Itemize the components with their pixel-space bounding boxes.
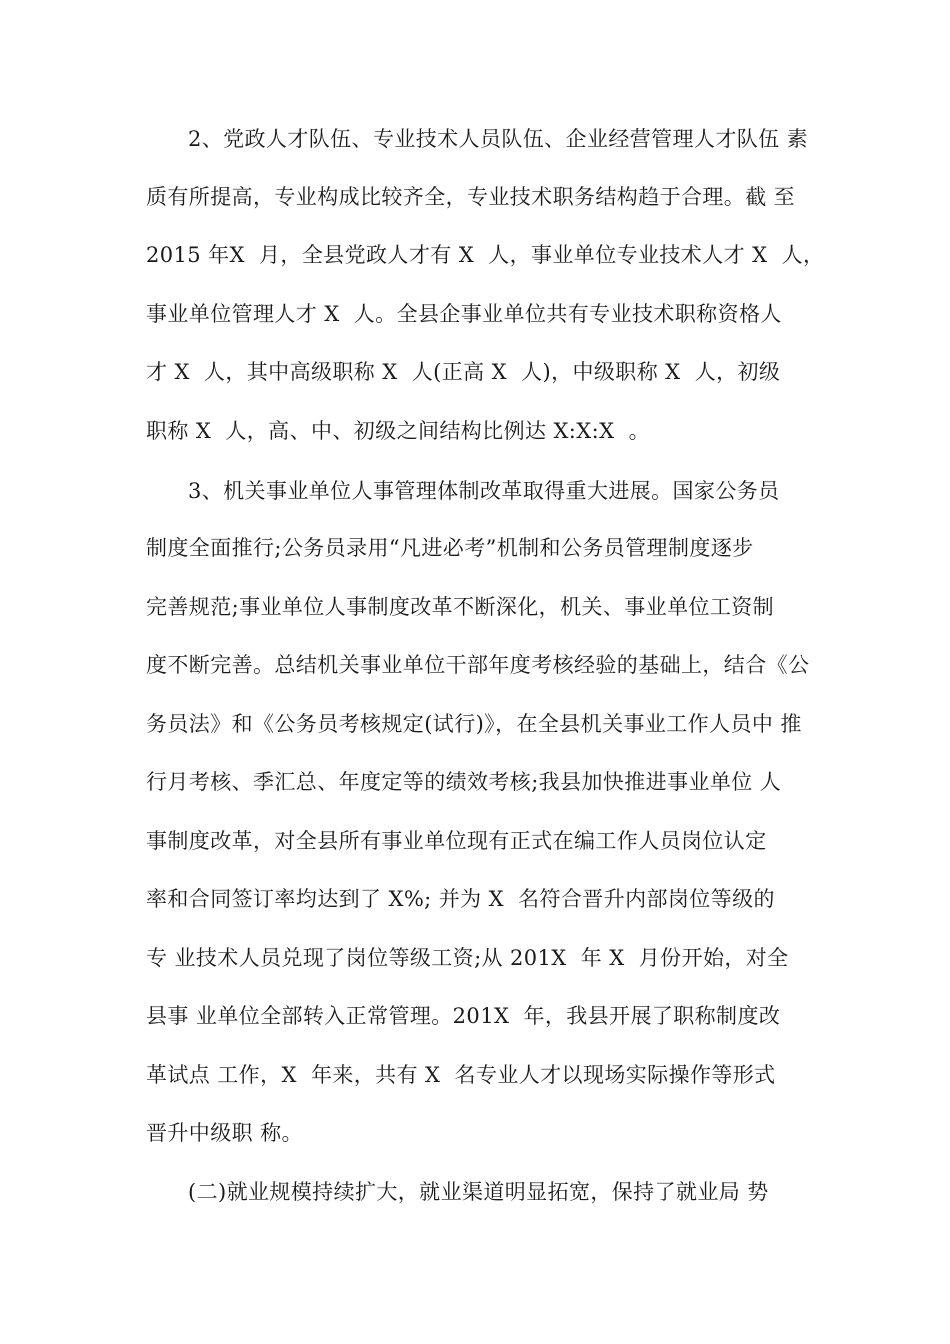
paragraph-3-line-3: 完善规范;事业单位人事制度改革不断深化，机关、事业单位工资制: [146, 595, 775, 619]
paragraph-3-line-11: 革试点 工作，X 年来，共有 X 名专业人才以现场实际操作等形式: [146, 1063, 776, 1087]
paragraph-2-line-1: 2、党政人才队伍、专业技术人员队伍、企业经营管理人才队伍 素: [188, 127, 809, 151]
paragraph-3-line-1: 3、机关事业单位人事管理体制改革取得重大进展。国家公务员: [188, 479, 780, 503]
paragraph-2-line-4: 事业单位管理人才 X 人。全县企事业单位共有专业技术职称资格人: [146, 302, 782, 326]
paragraph-3-line-8: 率和合同签订率均达到了 X%; 并为 X 名符合晋升内部岗位等级的: [146, 887, 775, 911]
paragraph-3-line-6: 行月考核、季汇总、年度定等的绩效考核;我县加快推进事业单位 人: [146, 770, 782, 794]
paragraph-3-line-2: 制度全面推行;公务员录用“凡进必考”机制和公务员管理制度逐步: [146, 536, 754, 560]
paragraph-3-line-9: 专 业技术人员兑现了岗位等级工资;从 201X 年 X 月份开始，对全: [146, 946, 789, 970]
paragraph-2-line-6: 职称 X 人，高、中、初级之间结构比例达 X:X:X 。: [146, 419, 651, 443]
paragraph-2-line-3: 2015 年X 月，全县党政人才有 X 人，事业单位专业技术人才 X 人，: [146, 243, 825, 267]
paragraph-3-line-4: 度不断完善。总结机关事业单位干部年度考核经验的基础上，结合《公: [146, 653, 810, 677]
paragraph-2-line-5: 才 X 人，其中高级职称 X 人(正高 X 人)，中级职称 X 人，初级: [146, 360, 781, 384]
paragraph-3-line-12: 晋升中级职 称。: [146, 1121, 303, 1145]
paragraph-2-line-2: 质有所提高，专业构成比较齐全，专业技术职务结构趋于合理。截 至: [146, 185, 796, 209]
section-heading-line: (二)就业规模持续扩大，就业渠道明显拓宽，保持了就业局 势: [188, 1180, 769, 1204]
paragraph-3-line-10: 县事 业单位全部转入正常管理。201X 年，我县开展了职称制度改: [146, 1004, 781, 1028]
paragraph-3-line-7: 事制度改革，对全县所有事业单位现有正式在编工作人员岗位认定: [146, 829, 767, 853]
paragraph-3-line-5: 务员法》和《公务员考核规定(试行)》，在全县机关事业工作人员中 推: [146, 712, 802, 736]
